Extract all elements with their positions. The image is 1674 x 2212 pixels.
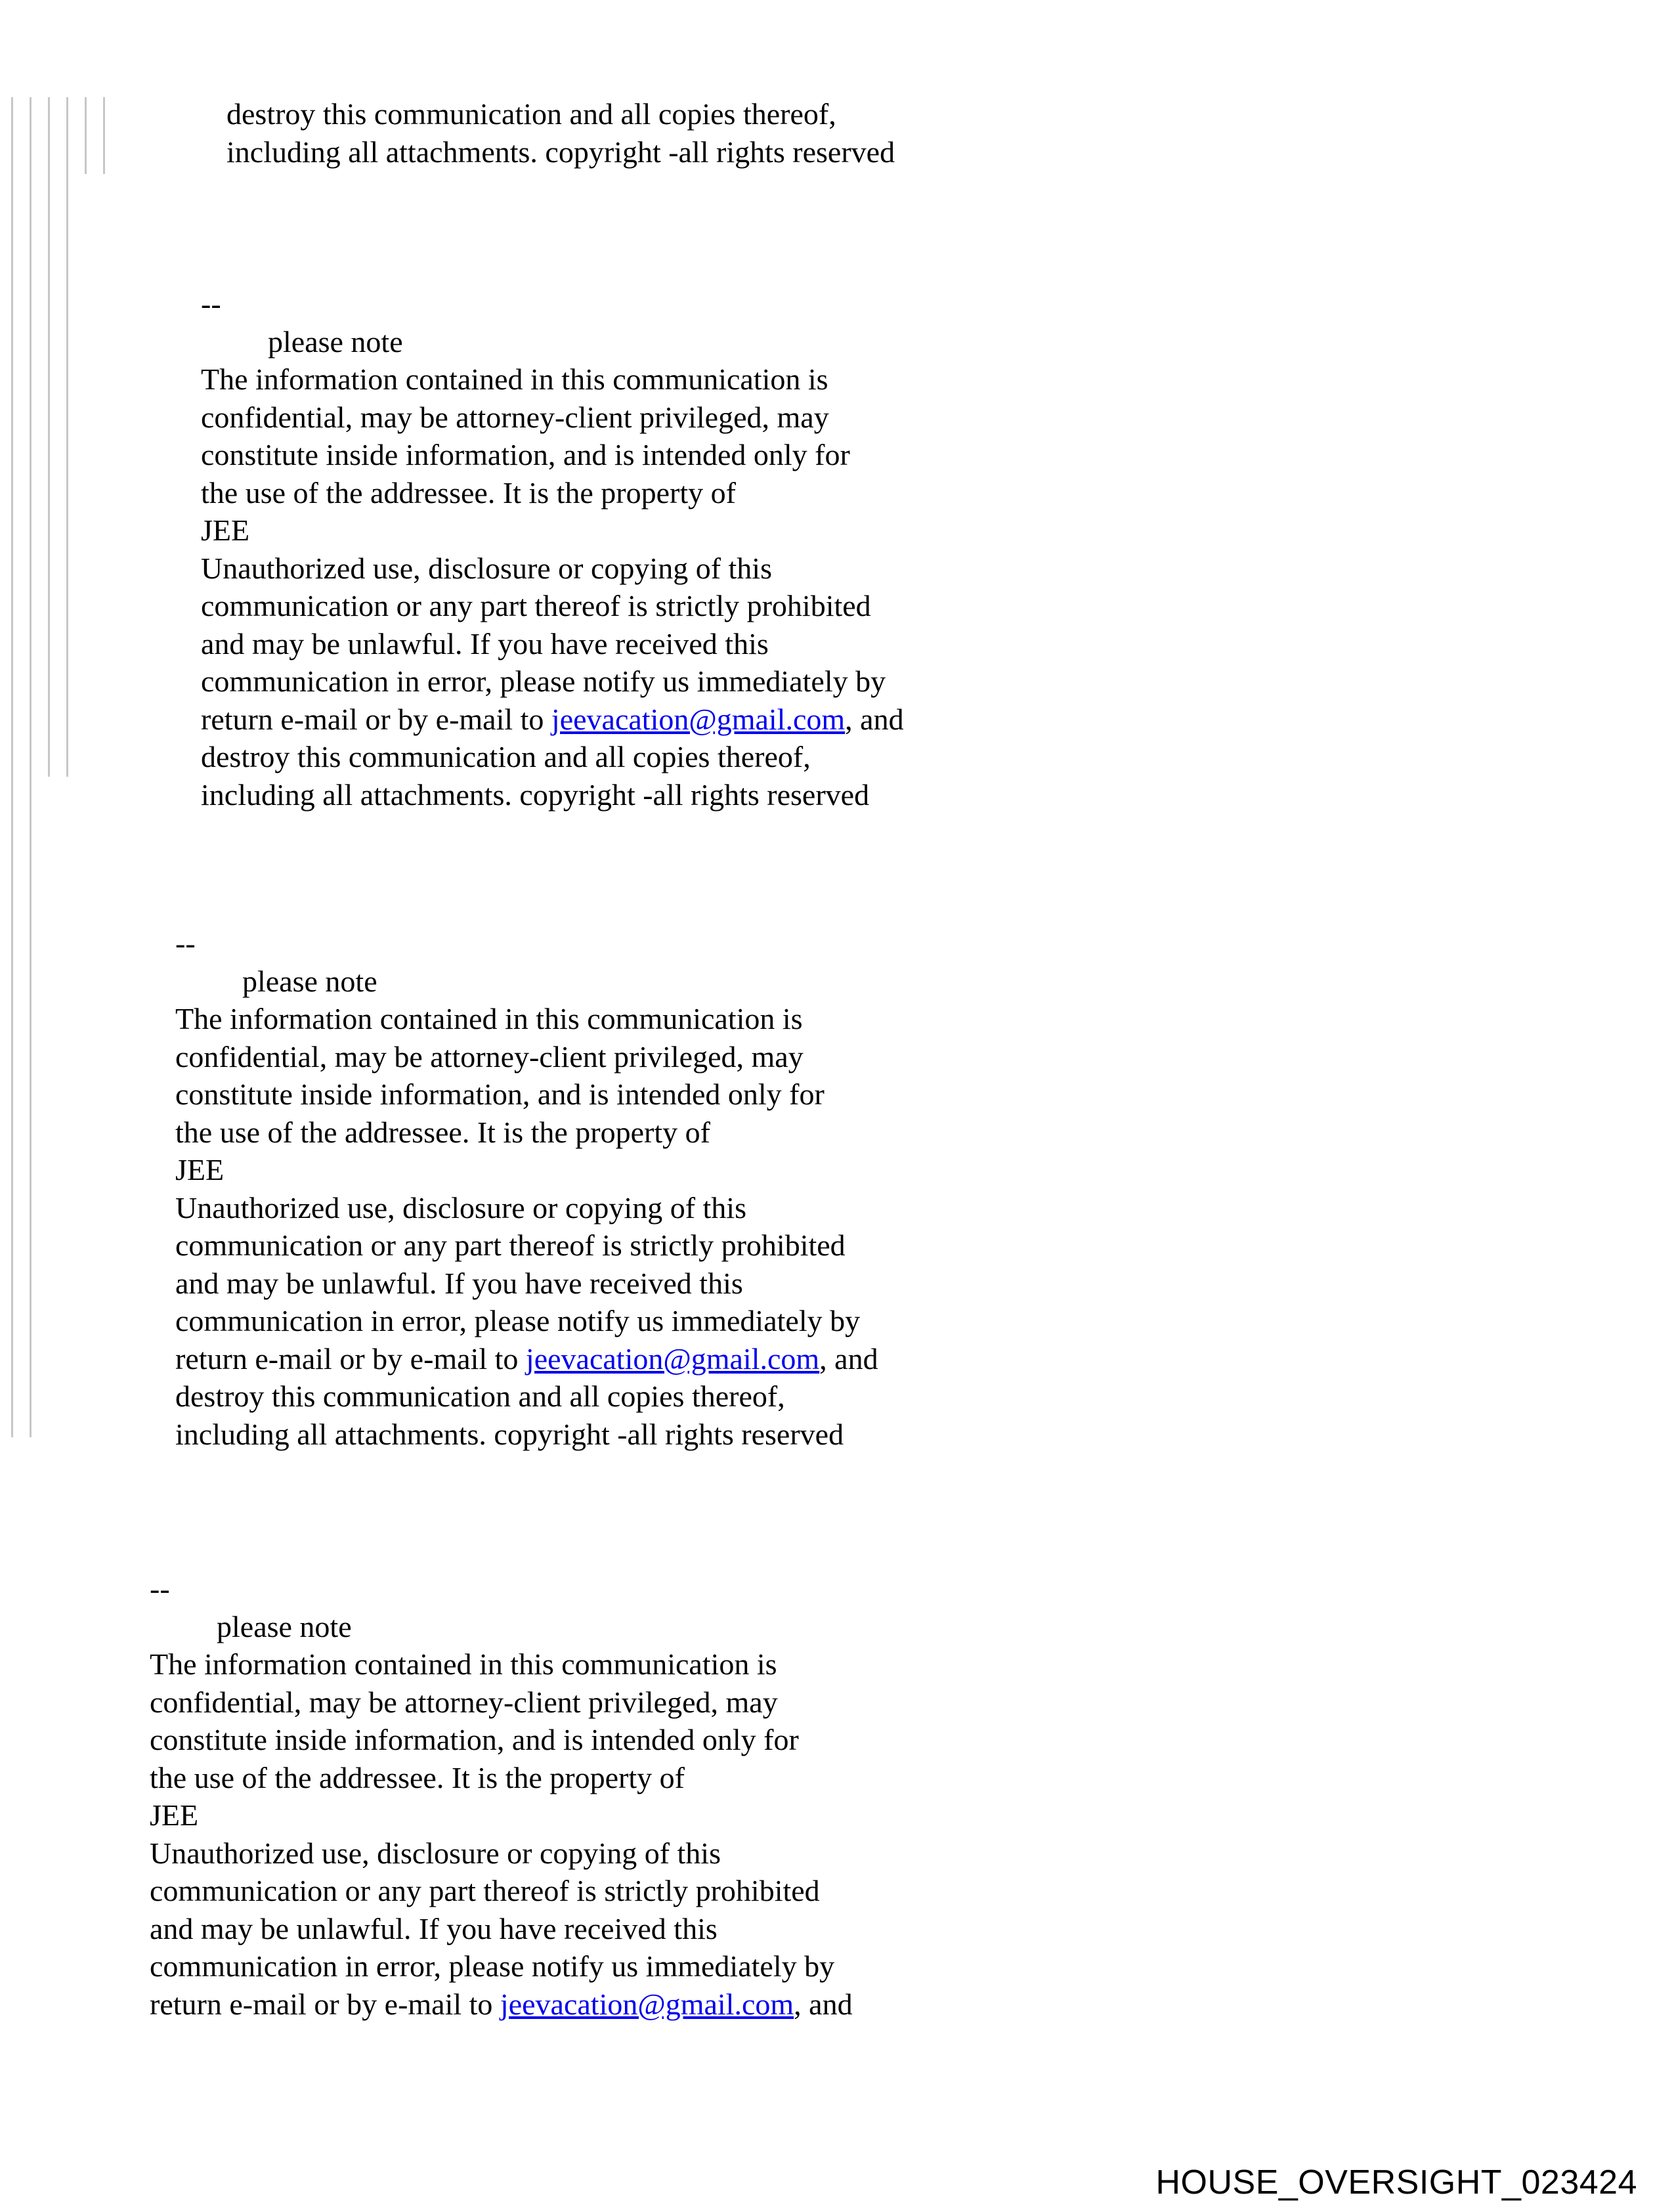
disclaimer-line: Unauthorized use, disclosure or copying of this (150, 1836, 721, 1870)
disclaimer-line: communication or any part thereof is strictly prohibited (175, 1228, 846, 1262)
email-line-suffix: , and (845, 702, 904, 736)
email-link[interactable]: jeevacation@gmail.com (525, 1341, 820, 1376)
disclaimer-line: confidential, may be attorney-client privileged, may (175, 1039, 804, 1073)
quoted-disclaimer-fragment (226, 95, 895, 171)
disclaimer-line: communication or any part thereof is strictly prohibited (150, 1874, 820, 1907)
email-line-prefix: return e-mail or by e-mail to (201, 702, 551, 736)
please-note-label: please note (268, 324, 403, 358)
disclaimer-line: and may be unlawful. If you have received this (201, 626, 769, 661)
disclaimer-line: including all attachments. copyright -all rights reserved (226, 135, 895, 169)
disclaimer-line: including all attachments. copyright -all rights reserved (201, 777, 870, 812)
quote-bar (48, 97, 50, 777)
separator-dashes: -- (201, 287, 221, 320)
disclaimer-line: JEE (150, 1798, 199, 1832)
disclaimer-line: The information contained in this communication is (150, 1647, 777, 1681)
email-line-suffix: , and (794, 1987, 853, 2021)
email-line-prefix: return e-mail or by e-mail to (175, 1341, 526, 1376)
disclaimer-line: JEE (175, 1153, 225, 1186)
disclaimer-line: the use of the addressee. It is the property of (201, 475, 736, 510)
disclaimer-block-3 (150, 1570, 853, 2023)
quote-bar (11, 97, 13, 1437)
email-line-prefix: return e-mail or by e-mail to (150, 1987, 500, 2021)
disclaimer-line: communication or any part thereof is strictly prohibited (201, 589, 871, 622)
quote-bar (103, 97, 105, 174)
disclaimer-line: The information contained in this communication is (175, 1002, 803, 1035)
disclaimer-line: constitute inside information, and is intended only for (201, 438, 850, 471)
disclaimer-line: the use of the addressee. It is the property of (175, 1115, 710, 1149)
disclaimer-block-2 (175, 924, 878, 1453)
quote-bar (66, 97, 68, 777)
disclaimer-block-1 (201, 285, 904, 813)
disclaimer-line: destroy this communication and all copies thereof, (226, 97, 836, 131)
email-link[interactable]: jeevacation@gmail.com (500, 1987, 794, 2021)
please-note-label: please note (217, 1609, 352, 1643)
disclaimer-line: constitute inside information, and is intended only for (150, 1723, 799, 1756)
disclaimer-line: the use of the addressee. It is the property of (150, 1760, 685, 1794)
email-sentence-line (150, 1985, 853, 2024)
disclaimer-line: communication in error, please notify us immediately by (175, 1304, 861, 1337)
email-line-suffix: , and (819, 1341, 878, 1376)
quote-bar (85, 97, 87, 174)
disclaimer-line: The information contained in this communication is (201, 362, 828, 396)
disclaimer-line: Unauthorized use, disclosure or copying of this (201, 551, 772, 585)
disclaimer-line: confidential, may be attorney-client privileged, may (150, 1685, 778, 1719)
disclaimer-line: destroy this communication and all copies thereof, (175, 1379, 785, 1413)
disclaimer-line: and may be unlawful. If you have received this (175, 1266, 743, 1300)
disclaimer-line: including all attachments. copyright -all rights reserved (175, 1417, 844, 1451)
bates-stamp: HOUSE_OVERSIGHT_023424 (1155, 2163, 1637, 2201)
disclaimer-line: communication in error, please notify us immediately by (150, 1949, 835, 1983)
disclaimer-line: Unauthorized use, disclosure or copying of this (175, 1190, 746, 1225)
disclaimer-line: confidential, may be attorney-client privileged, may (201, 400, 829, 434)
disclaimer-line: constitute inside information, and is intended only for (175, 1077, 825, 1111)
disclaimer-line: JEE (201, 513, 250, 547)
email-link[interactable]: jeevacation@gmail.com (551, 702, 846, 736)
disclaimer-line: communication in error, please notify us immediately by (201, 664, 886, 698)
email-sentence-line (175, 1340, 878, 1378)
separator-dashes: -- (150, 1572, 170, 1605)
quote-bar (30, 97, 32, 1437)
separator-dashes: -- (175, 926, 196, 960)
email-sentence-line (201, 701, 904, 739)
disclaimer-line: destroy this communication and all copies thereof, (201, 740, 811, 773)
please-note-label: please note (242, 964, 377, 998)
disclaimer-line: and may be unlawful. If you have received this (150, 1911, 718, 1945)
